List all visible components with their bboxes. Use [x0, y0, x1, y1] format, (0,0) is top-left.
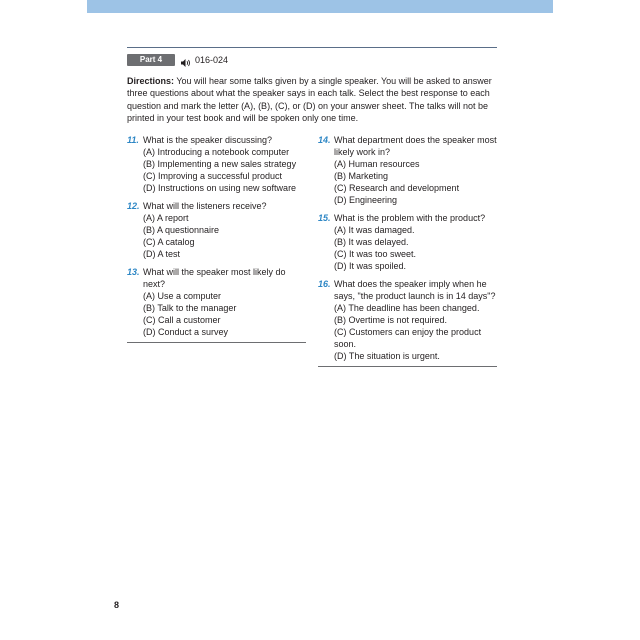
- option-d: (D) It was spoiled.: [334, 261, 407, 271]
- page-number: 8: [114, 600, 120, 610]
- option-c: (C) Customers can enjoy the product soon.: [334, 327, 482, 349]
- question-text: What is the problem with the product?: [334, 213, 486, 223]
- option-a: (A) A report: [143, 213, 189, 223]
- question-number: 15.: [318, 213, 331, 223]
- question-number: 13.: [127, 267, 140, 277]
- right-question-column: [318, 134, 501, 368]
- option-d: (D) A test: [143, 249, 181, 259]
- question-16: [318, 278, 501, 362]
- option-a: (A) The deadline has been changed.: [334, 303, 480, 313]
- question-13: [127, 266, 307, 338]
- option-c: (C) It was too sweet.: [334, 249, 417, 259]
- question-number: 12.: [127, 201, 140, 211]
- option-a: (A) Use a computer: [143, 291, 222, 301]
- question-text: What department does the speaker most likely work in?: [334, 135, 497, 157]
- option-b: (B) Talk to the manager: [143, 303, 237, 313]
- option-c: (C) A catalog: [143, 237, 195, 247]
- part-header: [127, 53, 228, 67]
- option-a: (A) Introducing a notebook computer: [143, 147, 290, 157]
- question-11: [127, 134, 307, 194]
- option-d: (D) Conduct a survey: [143, 327, 229, 337]
- option-d: (D) Instructions on using new software: [143, 183, 297, 193]
- question-text: What does the speaker imply when he says, "the product launch is in 14 days"?: [334, 279, 496, 301]
- directions-label: Directions:: [127, 76, 175, 86]
- question-14: [318, 134, 501, 206]
- right-column-rule: [318, 366, 497, 367]
- option-b: (B) Overtime is not required.: [334, 315, 448, 325]
- question-number: 11.: [127, 135, 139, 145]
- option-a: (A) Human resources: [334, 159, 420, 169]
- option-b: (B) Implementing a new sales strategy: [143, 159, 297, 169]
- question-number: 16.: [318, 279, 331, 289]
- track-number: 016-024: [195, 55, 229, 65]
- header-rule: [127, 47, 497, 48]
- question-text: What will the listeners receive?: [143, 201, 267, 211]
- option-c: (C) Improving a successful product: [143, 171, 283, 181]
- question-text: What is the speaker discussing?: [143, 135, 273, 145]
- option-d: (D) Engineering: [334, 195, 398, 205]
- part-badge: Part 4: [127, 54, 175, 66]
- option-b: (B) It was delayed.: [334, 237, 409, 247]
- left-column-rule: [127, 342, 306, 343]
- question-12: [127, 200, 307, 260]
- option-b: (B) A questionnaire: [143, 225, 220, 235]
- left-question-column: [127, 134, 307, 344]
- top-color-band: [87, 0, 553, 13]
- option-d: (D) The situation is urgent.: [334, 351, 440, 361]
- question-number: 14.: [318, 135, 331, 145]
- option-c: (C) Research and development: [334, 183, 460, 193]
- option-c: (C) Call a customer: [143, 315, 221, 325]
- speaker-icon: [180, 55, 192, 65]
- option-a: (A) It was damaged.: [334, 225, 415, 235]
- option-b: (B) Marketing: [334, 171, 389, 181]
- directions: [127, 75, 500, 125]
- question-text: What will the speaker most likely do next?: [143, 267, 286, 289]
- question-15: [318, 212, 501, 272]
- directions-text: You will hear some talks given by a single speaker. You will be asked to answer three questions about what the speaker says in each talk. Select the best response to each question and mark the letter (A), (B), (C), or (D) on your answer sheet. The talks will not be printed in your test book and will be spoken only one time.: [127, 76, 492, 124]
